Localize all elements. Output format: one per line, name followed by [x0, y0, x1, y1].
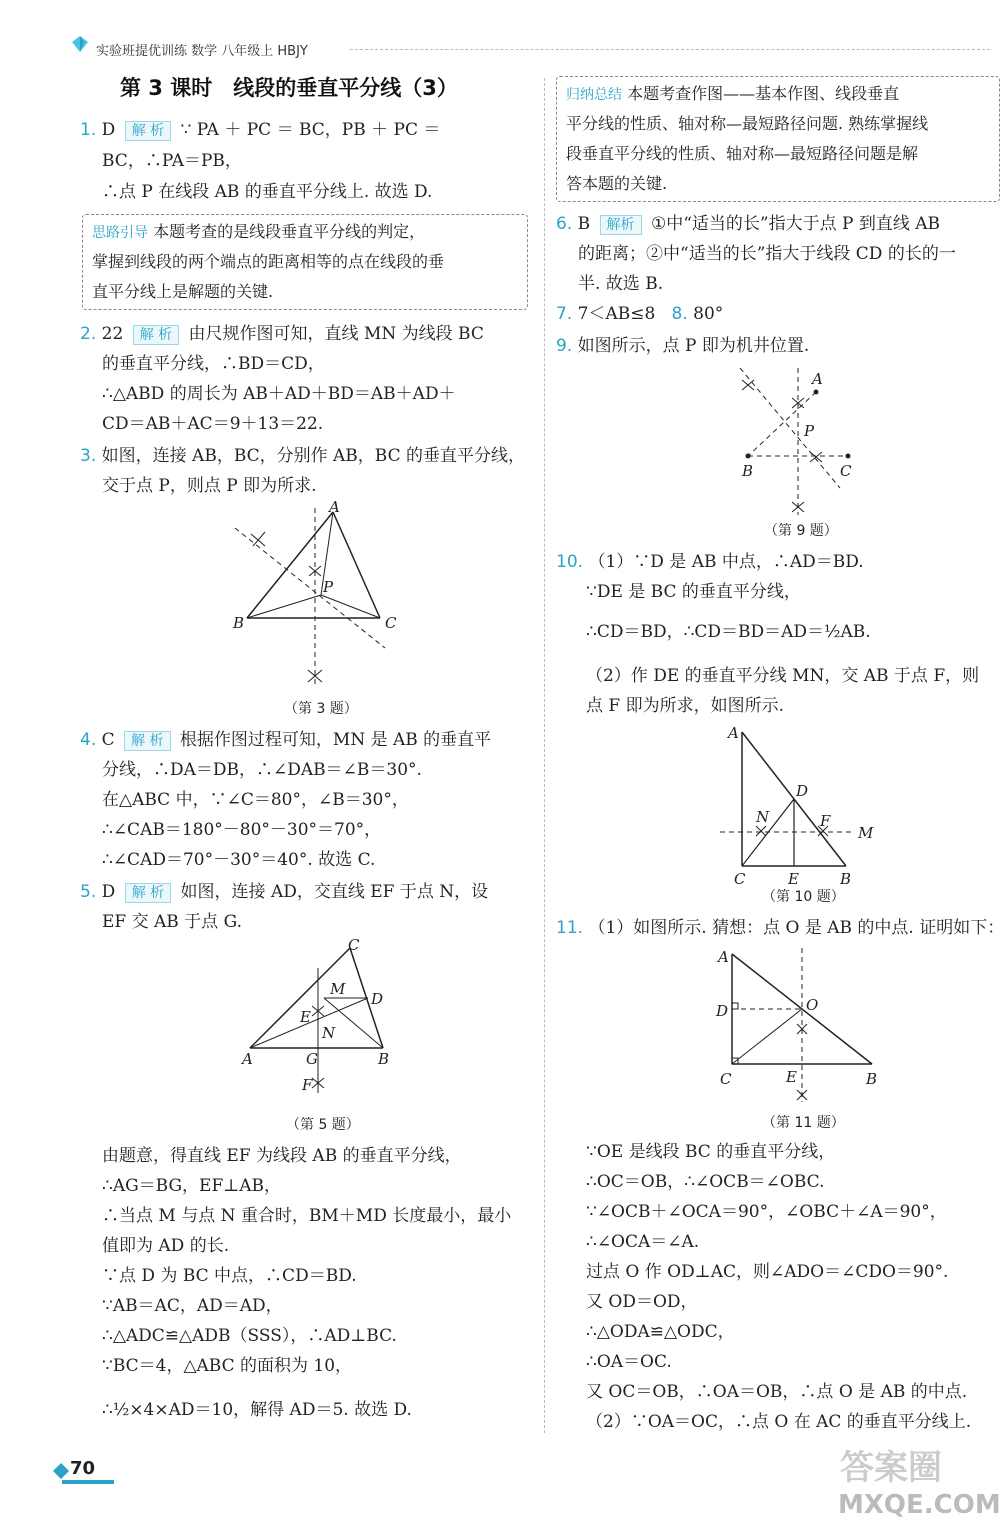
q3-label-A: A	[329, 500, 340, 516]
q6-answer: B	[577, 214, 591, 234]
q8-number: 8.	[671, 304, 688, 324]
q11-line5: ∴∠OCA＝∠A.	[586, 1232, 700, 1252]
q6-line3: 半. 故选 B.	[578, 274, 664, 294]
q6-line2: 的距离；②中“适当的长”指大于线段 CD 的长的一	[578, 244, 956, 264]
q9-label-B: B	[742, 462, 754, 480]
q5-label-B: B	[378, 1050, 390, 1068]
q11-label-C: C	[720, 1070, 732, 1088]
q10-figure	[720, 722, 880, 890]
q7-q8-line	[556, 304, 723, 324]
q10-label-F: F	[820, 812, 831, 830]
q9-number: 9.	[556, 336, 573, 356]
q11-line7: 又 OD＝OD，	[586, 1292, 698, 1312]
q11-line1	[556, 918, 1004, 938]
q5-figure	[238, 938, 408, 1098]
q5-line11: ∴½×4×AD＝10，解得 AD＝5. 故选 D.	[102, 1400, 412, 1420]
q10-line3: ∴CD＝BD，∴CD＝BD＝AD＝½AB.	[586, 622, 871, 642]
q10-number: 10.	[556, 552, 584, 572]
q3-text: 如图，连接 AB，BC，分别作 AB，BC 的垂直平分线，	[101, 446, 526, 466]
q7-answer: 7＜AB≤8	[577, 304, 656, 324]
q11-line9: ∴OA＝OC.	[586, 1352, 672, 1372]
q5-line3: 由题意，得直线 EF 为线段 AB 的垂直平分线，	[102, 1146, 462, 1166]
q5-label-E: E	[300, 1008, 311, 1026]
q11-label-O: O	[806, 996, 819, 1014]
q6-line1	[556, 214, 940, 235]
tip-text1: 本题考查的是线段垂直平分线的判定，	[153, 222, 426, 241]
q11-line8: ∴△ODA≌△ODC，	[586, 1322, 735, 1342]
q5-label-D: D	[371, 990, 384, 1008]
q5-line6: 值即为 AD 的长.	[102, 1236, 230, 1256]
q11-line10: 又 OC＝OB，∴OA＝OB，∴点 O 是 AB 的中点.	[586, 1382, 968, 1402]
tip-tag: 思路引导	[92, 225, 148, 241]
q5-caption: （第 5 题）	[286, 1117, 360, 1133]
q10-text: （1）∵D 是 AB 中点，∴AD＝BD.	[588, 552, 864, 572]
q11-label-D: D	[716, 1002, 729, 1020]
q5-line10: ∵BC＝4，△ABC 的面积为 10，	[102, 1356, 353, 1376]
q1-line3: ∴点 P 在线段 AB 的垂直平分线上. 故选 D.	[102, 182, 433, 202]
q7-number: 7.	[556, 304, 573, 324]
q10-line4: （2）作 DE 的垂直平分线 MN，交 AB 于点 F，则	[586, 666, 980, 686]
watermark-url: MXQE.COM	[838, 1490, 1001, 1520]
q10-label-N: N	[756, 808, 770, 826]
q3-label-P: P	[323, 578, 334, 596]
q1-line2: BC，∴PA＝PB，	[102, 151, 242, 171]
q2-line4: CD＝AB＋AC＝9＋13＝22.	[102, 414, 324, 434]
q3-number: 3.	[80, 446, 97, 466]
q10-label-B: B	[840, 870, 852, 888]
q5-label-A: A	[242, 1050, 253, 1068]
summary-tag: 归纳总结	[566, 87, 622, 103]
q1-number: 1.	[80, 120, 97, 140]
lesson-title: 第 3 课时 线段的垂直平分线（3）	[120, 76, 458, 100]
q10-label-C: C	[734, 870, 746, 888]
page-number-bar	[62, 1480, 114, 1484]
tip-line1	[92, 222, 425, 243]
q6-number: 6.	[556, 214, 573, 234]
q2-line3: ∴△ABD 的周长为 AB＋AD＋BD＝AB＋AD＋	[102, 384, 456, 404]
summary-line4: 答本题的关键.	[566, 174, 668, 193]
q9-text: 如图所示，点 P 即为机井位置.	[577, 336, 810, 356]
q10-label-E: E	[788, 870, 799, 888]
column-divider	[544, 78, 545, 1433]
book-header: 实验班提优训练 数学 八年级上 HBJY	[96, 44, 308, 59]
q11-text: （1）如图所示. 猜想：点 O 是 AB 的中点. 证明如下：	[588, 918, 1005, 938]
q5-label-M: M	[330, 980, 346, 998]
q4-text: 根据作图过程可知，MN 是 AB 的垂直平	[179, 730, 492, 750]
page-number: 70	[70, 1458, 96, 1479]
q1-answer: D	[101, 120, 116, 140]
summary-text1: 本题考查作图——基本作图、线段垂直	[627, 84, 900, 103]
q2-line2: 的垂直平分线，∴BD＝CD，	[102, 354, 325, 374]
watermark-logo: 答案圈	[840, 1448, 942, 1488]
q4-line1	[80, 730, 491, 751]
page-marker-icon	[52, 1462, 70, 1480]
q11-figure	[712, 944, 892, 1106]
q3-caption: （第 3 题）	[284, 701, 358, 717]
q4-line4: ∴∠CAB＝180°－80°－30°＝70°，	[102, 820, 382, 840]
q5-line7: ∵点 D 为 BC 中点，∴CD＝BD.	[102, 1266, 357, 1286]
q9-figure	[730, 360, 870, 520]
summary-line3: 段垂直平分线的性质、轴对称—最短路径问题是解	[566, 144, 919, 163]
q5-analysis-tag: 解 析	[125, 883, 171, 903]
q11-line11: （2）∵OA＝OC，∴点 O 在 AC 的垂直平分线上.	[586, 1412, 972, 1432]
summary-line1	[566, 84, 899, 105]
q4-answer: C	[101, 730, 115, 750]
q5-text: 如图，连接 AD，交直线 EF 于点 N，设	[180, 882, 489, 902]
q4-line2: 分线，∴DA＝DB，∴∠DAB＝∠B＝30°.	[102, 760, 422, 780]
q9-label-A: A	[812, 370, 823, 388]
q3-line2: 交于点 P，则点 P 即为所求.	[102, 476, 317, 496]
q11-line3: ∴OC＝OB，∴∠OCB＝∠OBC.	[586, 1172, 825, 1192]
q10-line5: 点 F 即为所求，如图所示.	[586, 696, 785, 716]
q11-label-B: B	[866, 1070, 878, 1088]
q2-answer: 22	[101, 324, 124, 344]
q5-line5: ∴当点 M 与点 N 重合时，BM＋MD 长度最小，最小	[102, 1206, 512, 1226]
q10-label-A: A	[728, 724, 739, 742]
q5-line8: ∵AB＝AC，AD＝AD，	[102, 1296, 283, 1316]
q8-answer: 80°	[693, 304, 724, 324]
tip-line3: 直平分线上是解题的关键.	[92, 282, 274, 301]
q6-analysis-tag: 解析	[600, 215, 642, 235]
q9-caption: （第 9 题）	[764, 523, 838, 539]
q11-line6: 过点 O 作 OD⊥AC，则∠ADO＝∠CDO＝90°.	[586, 1262, 949, 1282]
q9-line1	[556, 336, 809, 356]
q5-line1	[80, 882, 488, 903]
q5-line4: ∴AG＝BG，EF⊥AB，	[102, 1176, 282, 1196]
q9-label-P: P	[804, 422, 815, 440]
q4-analysis-tag: 解 析	[124, 731, 170, 751]
q1-line1	[80, 120, 440, 141]
q4-line5: ∴∠CAD＝70°－30°＝40°. 故选 C.	[102, 850, 376, 870]
q11-line4: ∵∠OCB＋∠OCA＝90°，∠OBC＋∠A＝90°，	[586, 1202, 947, 1222]
q11-caption: （第 11 题）	[762, 1115, 845, 1131]
q10-label-M: M	[858, 824, 874, 842]
q3-label-B: B	[233, 614, 245, 632]
q2-analysis-tag: 解 析	[133, 325, 179, 345]
q5-label-G: G	[306, 1050, 318, 1068]
q4-number: 4.	[80, 730, 97, 750]
q11-number: 11.	[556, 918, 584, 938]
q5-label-F: F	[302, 1076, 313, 1094]
q10-line1	[556, 552, 864, 572]
q5-number: 5.	[80, 882, 97, 902]
q6-text: ①中“适当的长”指大于点 P 到直线 AB	[650, 214, 940, 234]
q5-line9: ∴△ADC≌△ADB（SSS），∴AD⊥BC.	[102, 1326, 397, 1346]
tip-line2: 掌握到线段的两个端点的距离相等的点在线段的垂	[92, 252, 445, 271]
q3-line1	[80, 446, 525, 466]
q9-label-C: C	[840, 462, 852, 480]
q5-label-C: C	[348, 938, 360, 954]
q4-line3: 在△ABC 中，∵∠C＝80°，∠B＝30°，	[102, 790, 409, 810]
q5-label-N: N	[322, 1024, 336, 1042]
header-divider	[350, 49, 990, 50]
q11-label-E: E	[786, 1068, 797, 1086]
logo-icon	[70, 34, 90, 54]
q10-caption: （第 10 题）	[762, 889, 845, 905]
q11-label-A: A	[718, 948, 729, 966]
q11-line2: ∵OE 是线段 BC 的垂直平分线，	[586, 1142, 836, 1162]
q5-answer: D	[101, 882, 116, 902]
q2-number: 2.	[80, 324, 97, 344]
q1-text: ∵ PA ＋ PC ＝ BC，PB ＋ PC ＝	[180, 120, 441, 140]
q3-label-C: C	[385, 614, 397, 632]
q10-label-D: D	[796, 782, 809, 800]
q1-analysis-tag: 解 析	[125, 121, 171, 141]
q2-text: 由尺规作图可知，直线 MN 为线段 BC	[188, 324, 484, 344]
q5-line2: EF 交 AB 于点 G.	[102, 912, 242, 932]
q2-line1	[80, 324, 484, 345]
summary-line2: 平分线的性质、轴对称—最短路径问题. 熟练掌握线	[566, 114, 929, 133]
q3-figure	[225, 500, 405, 690]
q10-line2: ∵DE 是 BC 的垂直平分线，	[586, 582, 801, 602]
